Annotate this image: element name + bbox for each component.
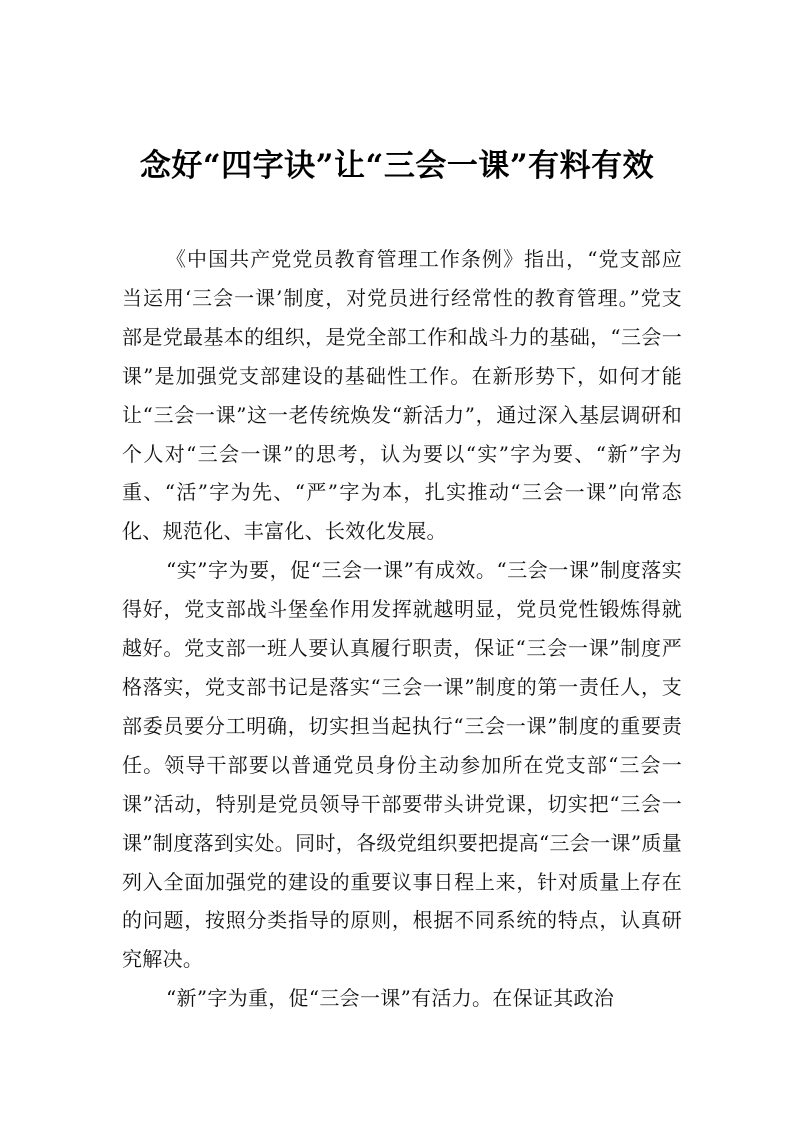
document-title: 念好“四字诀”让“三会一课”有料有效 — [139, 148, 655, 184]
document-body — [122, 240, 682, 1018]
paragraph-shi: “实”字为要，促“三会一课”有成效。“三会一课”制度落实得好，党支部战斗堡垒作用发挥就越明显，党员党性锻炼得就越好。党支部一班人要认真履行职责，保证“三会一课”制度严格落实，党支部书记是落实“三会一课”制度的第一责任人，支部委员要分工明确，切实担当起执行“三会一课”制度的重要责任。领导干部要以普通党员身份主动参加所在党支部“三会一课”活动，特别是党员领导干部要带头讲党课，切实把“三会一课”制度落到实处。同时，各级党组织要把提高“三会一课”质量列入全面加强党的建设的重要议事日程上来，针对质量上存在的问题，按照分类指导的原则，根据不同系统的特点，认真研究解决。 — [122, 558, 682, 972]
paragraph-intro: 《中国共产党党员教育管理工作条例》指出，“党支部应当运用‘三会一课’制度，对党员进行经常性的教育管理。”党支部是党最基本的组织，是党全部工作和战斗力的基础，“三会一课”是加强党支部建设的基础性工作。在新形势下，如何才能让“三会一课”这一老传统焕发“新活力”，通过深入基层调研和个人对“三会一课”的思考，认为要以“实”字为要、“新”字为重、“活”字为先、“严”字为本，扎实推动“三会一课”向常态化、规范化、丰富化、长效化发展。 — [122, 247, 682, 544]
paragraph-xin: “新”字为重，促“三会一课”有活力。在保证其政治 — [166, 986, 615, 1011]
